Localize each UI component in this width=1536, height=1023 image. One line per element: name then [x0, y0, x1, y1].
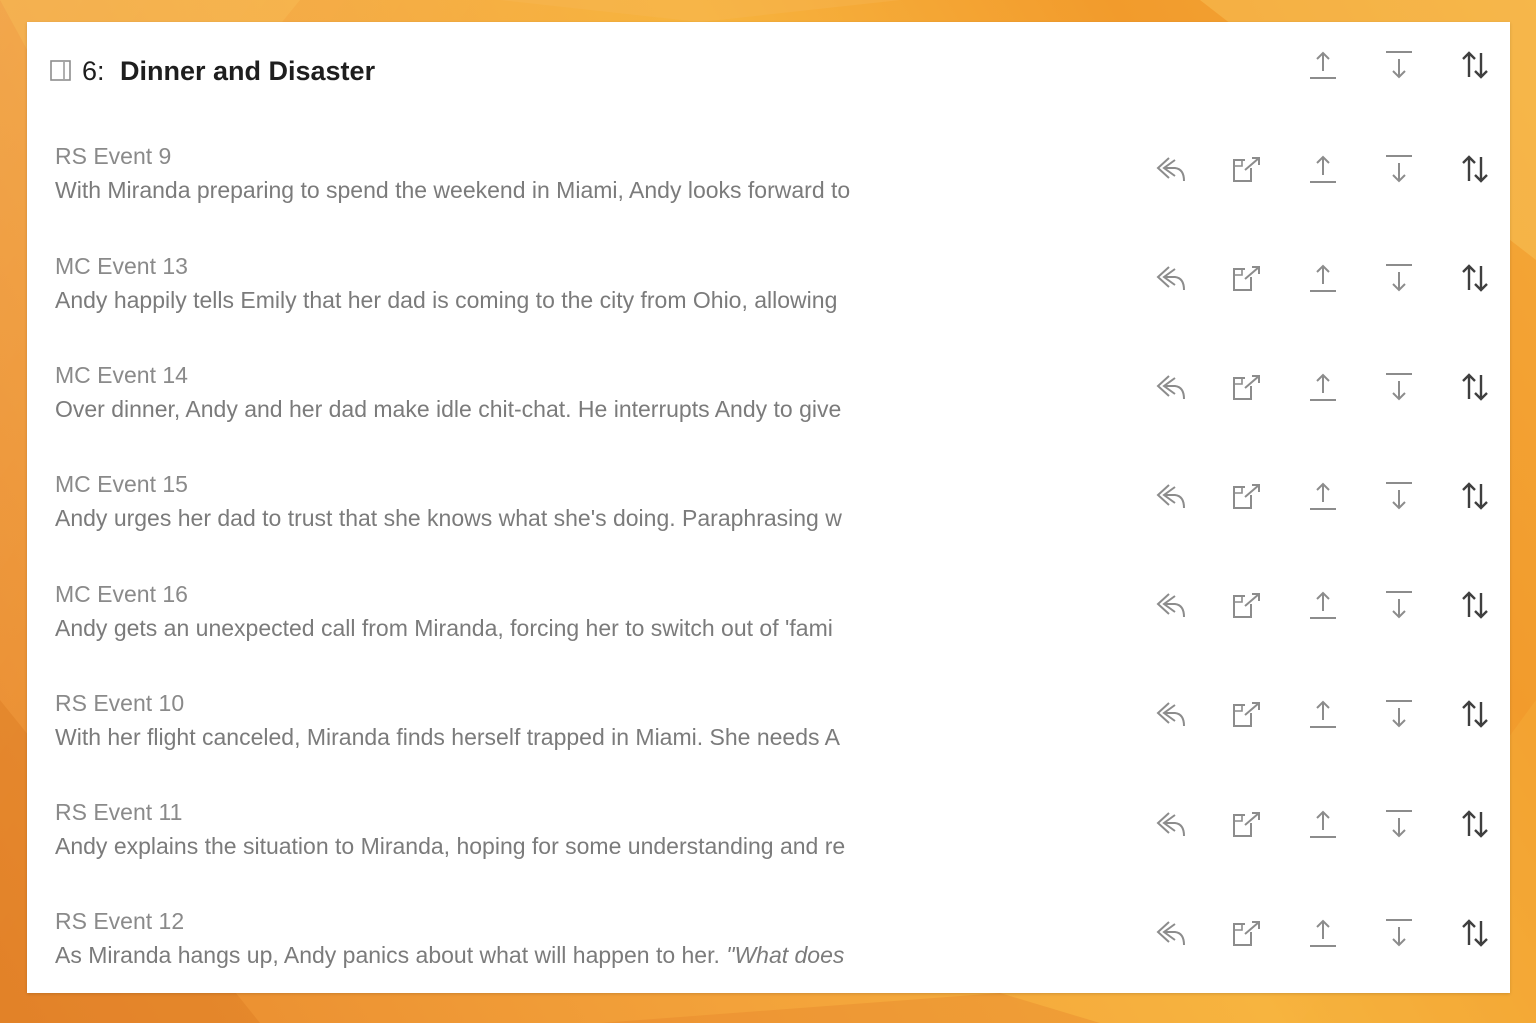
export-button[interactable] [1229, 260, 1265, 296]
move-to-top-button[interactable] [1305, 806, 1341, 842]
section-panel [27, 22, 1510, 993]
event-description: Andy gets an unexpected call from Miranda, forcing her to switch out of 'fami [55, 615, 833, 641]
event-row[interactable] [27, 907, 1510, 993]
reorder-button[interactable] [1457, 260, 1493, 296]
export-icon [1231, 154, 1263, 184]
reply-button[interactable] [1153, 587, 1189, 623]
reply-icon [1155, 809, 1187, 839]
section-reorder-button[interactable] [1457, 47, 1493, 83]
event-title: RS Event 10 [55, 690, 185, 716]
event-row[interactable] [27, 470, 1510, 579]
event-title: RS Event 11 [55, 799, 183, 825]
export-button[interactable] [1229, 151, 1265, 187]
export-button[interactable] [1229, 806, 1265, 842]
move-to-top-button[interactable] [1305, 369, 1341, 405]
move-to-top-icon [1308, 589, 1338, 621]
event-description: Andy explains the situation to Miranda, hoping for some understanding and re [55, 833, 846, 859]
reply-button[interactable] [1153, 806, 1189, 842]
event-title: RS Event 9 [55, 143, 172, 169]
reply-button[interactable] [1153, 696, 1189, 732]
reorder-icon [1459, 49, 1491, 81]
event-title: MC Event 15 [55, 471, 188, 497]
move-to-top-icon [1308, 808, 1338, 840]
move-to-top-icon [1308, 917, 1338, 949]
move-to-top-icon [1308, 480, 1338, 512]
move-to-bottom-button[interactable] [1381, 915, 1417, 951]
move-to-bottom-button[interactable] [1381, 806, 1417, 842]
export-icon [1231, 918, 1263, 948]
event-description: Andy happily tells Emily that her dad is coming to the city from Ohio, allowing [55, 287, 838, 313]
reorder-icon [1459, 589, 1491, 621]
reorder-button[interactable] [1457, 806, 1493, 842]
event-description: As Miranda hangs up, Andy panics about what will happen to her. "What does [55, 942, 845, 968]
reorder-icon [1459, 262, 1491, 294]
move-to-top-icon [1308, 49, 1338, 81]
move-to-bottom-icon [1384, 153, 1414, 185]
move-to-bottom-icon [1384, 589, 1414, 621]
export-icon [1231, 590, 1263, 620]
move-to-top-button[interactable] [1305, 478, 1341, 514]
export-button[interactable] [1229, 915, 1265, 951]
section-move-to-bottom-button[interactable] [1381, 47, 1417, 83]
move-to-bottom-icon [1384, 808, 1414, 840]
move-to-bottom-button[interactable] [1381, 260, 1417, 296]
move-to-bottom-button[interactable] [1381, 696, 1417, 732]
move-to-top-icon [1308, 262, 1338, 294]
event-title: MC Event 16 [55, 581, 188, 607]
export-icon [1231, 263, 1263, 293]
section-header [27, 22, 1510, 120]
event-row[interactable] [27, 361, 1510, 470]
move-to-bottom-icon [1384, 49, 1414, 81]
reply-button[interactable] [1153, 260, 1189, 296]
move-to-bottom-button[interactable] [1381, 478, 1417, 514]
section-move-to-top-button[interactable] [1305, 47, 1341, 83]
reorder-button[interactable] [1457, 369, 1493, 405]
export-icon [1231, 481, 1263, 511]
export-button[interactable] [1229, 696, 1265, 732]
move-to-bottom-button[interactable] [1381, 151, 1417, 187]
event-row[interactable] [27, 689, 1510, 798]
event-description: With Miranda preparing to spend the weekend in Miami, Andy looks forward to [55, 177, 851, 203]
reorder-button[interactable] [1457, 478, 1493, 514]
export-icon [1231, 372, 1263, 402]
reorder-icon [1459, 153, 1491, 185]
export-icon [1231, 699, 1263, 729]
reply-icon [1155, 699, 1187, 729]
event-title: MC Event 14 [55, 362, 188, 388]
export-icon [1231, 809, 1263, 839]
event-row[interactable] [27, 798, 1510, 907]
move-to-top-icon [1308, 698, 1338, 730]
reply-icon [1155, 263, 1187, 293]
export-button[interactable] [1229, 478, 1265, 514]
move-to-bottom-icon [1384, 480, 1414, 512]
section-title: Dinner and Disaster [120, 56, 376, 86]
event-description: Andy urges her dad to trust that she knows what she's doing. Paraphrasing w [55, 505, 842, 531]
reply-button[interactable] [1153, 151, 1189, 187]
reply-icon [1155, 590, 1187, 620]
reorder-button[interactable] [1457, 151, 1493, 187]
move-to-bottom-button[interactable] [1381, 369, 1417, 405]
event-description: Over dinner, Andy and her dad make idle chit-chat. He interrupts Andy to give [55, 396, 842, 422]
reply-button[interactable] [1153, 369, 1189, 405]
move-to-bottom-icon [1384, 698, 1414, 730]
reorder-icon [1459, 808, 1491, 840]
move-to-top-icon [1308, 153, 1338, 185]
move-to-top-button[interactable] [1305, 696, 1341, 732]
event-row[interactable] [27, 252, 1510, 361]
move-to-bottom-icon [1384, 262, 1414, 294]
reply-button[interactable] [1153, 915, 1189, 951]
event-row[interactable] [27, 142, 1510, 251]
event-title: MC Event 13 [55, 253, 188, 279]
reorder-icon [1459, 480, 1491, 512]
reply-icon [1155, 154, 1187, 184]
move-to-bottom-button[interactable] [1381, 587, 1417, 623]
reply-icon [1155, 481, 1187, 511]
move-to-bottom-icon [1384, 371, 1414, 403]
checkbox-icon[interactable] [50, 60, 71, 81]
reply-button[interactable] [1153, 478, 1189, 514]
event-title: RS Event 12 [55, 908, 185, 934]
move-to-bottom-icon [1384, 917, 1414, 949]
reorder-icon [1459, 371, 1491, 403]
reply-icon [1155, 918, 1187, 948]
reorder-button[interactable] [1457, 915, 1493, 951]
reorder-button[interactable] [1457, 696, 1493, 732]
move-to-top-button[interactable] [1305, 915, 1341, 951]
export-button[interactable] [1229, 587, 1265, 623]
section-number: 6: [82, 56, 105, 86]
move-to-top-button[interactable] [1305, 260, 1341, 296]
event-description: With her flight canceled, Miranda finds herself trapped in Miami. She needs A [55, 724, 840, 750]
reorder-icon [1459, 698, 1491, 730]
reorder-button[interactable] [1457, 587, 1493, 623]
export-button[interactable] [1229, 369, 1265, 405]
move-to-top-icon [1308, 371, 1338, 403]
move-to-top-button[interactable] [1305, 151, 1341, 187]
reply-icon [1155, 372, 1187, 402]
event-row[interactable] [27, 580, 1510, 689]
move-to-top-button[interactable] [1305, 587, 1341, 623]
reorder-icon [1459, 917, 1491, 949]
